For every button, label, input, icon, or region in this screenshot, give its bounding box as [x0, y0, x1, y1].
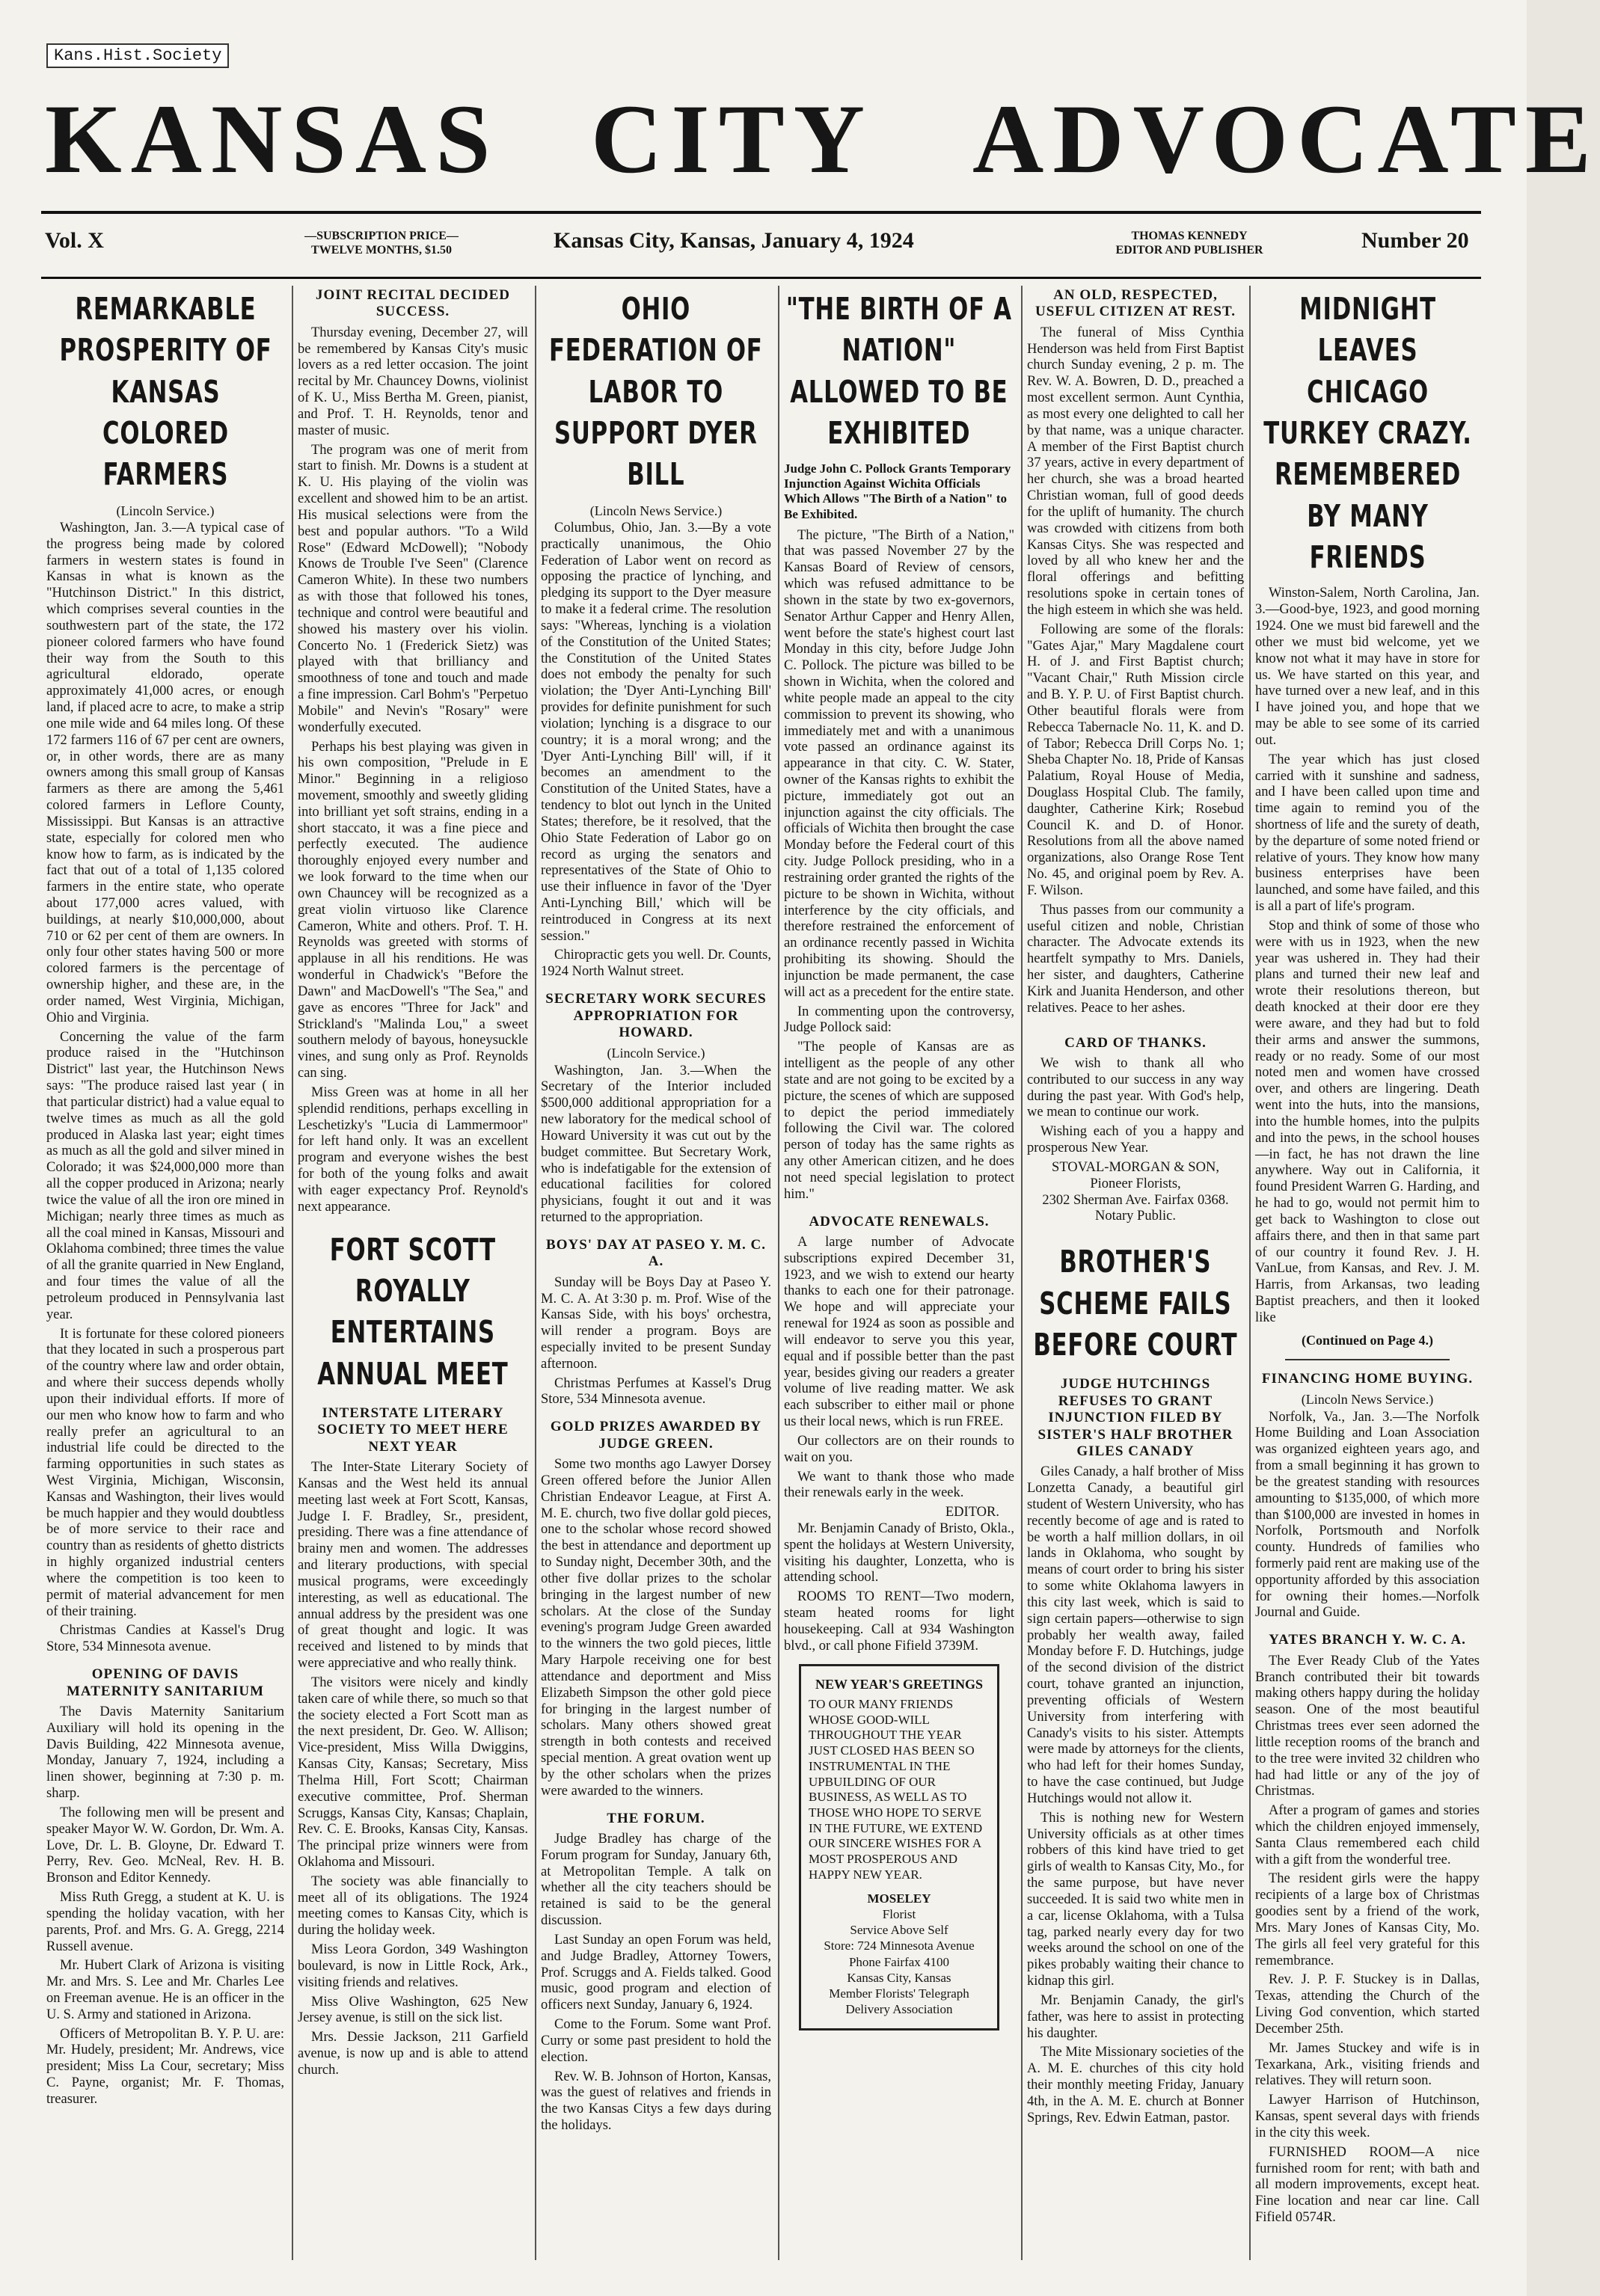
ad-line: Kansas City, Kansas: [847, 1970, 951, 1985]
title-word-city: CITY: [591, 84, 874, 194]
column-rule: [535, 286, 536, 2260]
editor-name: THOMAS KENNEDY: [1131, 230, 1248, 242]
article-paragraph: The funeral of Miss Cynthia Henderson was held from First Baptist church Sunday evening, 2 p. m. The Rev. W. A. Bowren, D. D., preached a most excellent sermon. Aunt Cynthia, as most every one delighted to call her by that name, was a unique character. A member of the First Baptist church 37 years, active in every department of her church, she was a broad hearted Christian woman, full of good deeds for the uplift of humanity. The church was crowded with citizens from both Kansas Citys. She was respected and loved by all who knew her and the floral offerings and befitting resolutions spoke in certain tones of the high esteem in which she was held.: [1027, 325, 1244, 618]
article-paragraph: Columbus, Ohio, Jan. 3.—By a vote practically unanimous, the Ohio Federation of Labor went on record as opposing the practice of lynching, and pledging its support to the Dyer measure to make it a federal crime. The resolution says: "Whereas, lynching is a violation of the Constitution of the United States; the Constitution of the United States does not embody the penalty for such violation; the 'Dyer Anti-Lynching Bill' provides for definite punishment for such violation; lynching is a disgrace to our country; it is a moral wrong; and the 'Dyer Anti-Lynching Bill' will, if it becomes an amendment to the Constitution of the United States, have a tendency to blot out lynch in the United States; therefore, be it resolved, that the Ohio State Federation of Labor go on record as urging the senators and representatives of the State of Ohio to use their influence in favor of the 'Dyer Anti-Lynching Bill,' which will be reintroduced in Congress at its next session.": [541, 520, 771, 944]
article-paragraph: Following are some of the florals: "Gates Ajar," Mary Magdalene court H. of J. and First Baptist church; "Vacant Chair," Ruth Mission circle and B. Y. P. U. of First Baptist church. Other beautiful florals were from Rebecca Tabernacle No. 11, K. and D. of Tabor; Rebecca Drill Corps No. 1; Sheba Chapter No. 18, Pride of Kansas Palatium, Royal House of Media, Douglass Hospital Club. The family, daughter, Catherine Kirk; Rosebud Council K. and D. of Honor. Resolutions from all the above named organizations, also Orange Rose Tent No. 45, and original poem by Rev. A. F. Wilson.: [1027, 621, 1244, 898]
headline-colored-farmers: REMARKABLE PROSPERITY OF KANSAS COLORED FARMERS: [58, 291, 272, 493]
editor-info: [1077, 229, 1302, 257]
personal-item: Lawyer Harrison of Hutchinson, Kansas, spent several days with friends in the city this week.: [1255, 2093, 1480, 2140]
ad-message: TO OUR MANY FRIENDS WHOSE GOOD-WILL THROUGHOUT THE YEAR JUST CLOSED HAS BEEN SO INSTRUMENTAL IN THE UPBUILDING OF OUR BUSINESS, AS WELL AS TO THOSE WHO HOPE TO SERVE IN THE FUTURE, WE EXTEND OUR SINCERE WISHES FOR A MOST PROSPEROUS AND HAPPY NEW YEAR.: [809, 1696, 983, 1882]
headline-fort-scott: FORT SCOTT ROYALLY ENTERTAINS ANNUAL MEET: [317, 1231, 509, 1392]
article-paragraph: Last Sunday an open Forum was held, and Judge Bradley, Attorney Towers, Prof. Scruggs and A. Fields talked. Good music, good program and election of officers next Sunday, January 6, 1924.: [541, 1932, 771, 2013]
article-paragraph: In commenting upon the controversy, Judge Pollock said:: [784, 1004, 1014, 1036]
masthead-rule-top: [41, 211, 1481, 214]
continued-notice: (Continued on Page 4.): [1301, 1332, 1433, 1348]
personal-item: Miss Olive Washington, 625 New Jersey avenue, is still on the sick list.: [298, 1994, 528, 2026]
article-paragraph: The year which has just closed carried with it sunshine and sadness, and I have been called upon time and time again to remind you of the shortness of life and the surety of death, by the departure of some noted friend or relative of yours. They know how many business enterprises have been launched, and some have failed, and this is all a part of life's program.: [1255, 752, 1480, 915]
headline-card-of-thanks: CARD OF THANKS.: [1064, 1034, 1207, 1051]
issue-number: Number 20: [1361, 228, 1469, 253]
ad-signature: [809, 1891, 990, 2018]
article-paragraph: Wishing each of you a happy and prosperous New Year.: [1027, 1124, 1244, 1156]
article-paragraph: Perhaps his best playing was given in his own composition, "Prelude in E Minor." Beginning in a religioso movement, smoothly and sweetly gliding into brilliant yet soft strains, ending in a short staccato, it was a fine piece and perfectly executed. The audience thoroughly enjoyed every number and we look forward to the time when our own Chauncey will be recognized as a great violin virtuoso like Clarence Cameron, White and others. Prof. T. H. Reynolds was greeted with storms of applause in all his renditions. He was wonderful in Chadwick's "Before the Dawn" and MacDowell's "The Sea," and gave as encores "Three for Jack" and Strickland's "Malinda Lou," a sweet southern melody of bayous, honeysuckle vines, and sung only as Prof. Reynolds can sing.: [298, 739, 528, 1081]
byline: (Lincoln Service.): [116, 503, 215, 518]
article-paragraph: We want to thank those who made their renewals early in the week.: [784, 1469, 1014, 1501]
headline-davis-sanitarium: OPENING OF DAVIS MATERNITY SANITARIUM: [66, 1666, 265, 1699]
masthead: [0, 0, 1600, 292]
article-paragraph: Our collectors are on their rounds to wait on you.: [784, 1433, 1014, 1465]
column-6: [1255, 286, 1480, 2275]
ad-line: Florist: [882, 1906, 916, 1921]
article-paragraph: Miss Green was at home in all her splendid renditions, perhaps excelling in Leschetizky's "Lucia di Lammermoor" for left hand only. It was an excellent program and everyone wishes the best for both of the young folks and await with eager expectancy Prof. Reynold's next appearance.: [298, 1084, 528, 1215]
article-paragraph: Washington, Jan. 3.—When the Secretary of the Interior included $500,000 additional appropriation for a new laboratory for the medical school of Howard University it was cut out by the budget committee. But Secretary Work, who is indefatigable for the extension of educational facilities for colored physicians, fought it out and it was returned to the appropriation.: [541, 1063, 771, 1226]
headline-the-forum: THE FORUM.: [607, 1810, 705, 1826]
article-paragraph: Stop and think of some of those who were with us in 1923, when the new year was ushered in. They had their plans and turned their new leaf and wrote their resolutions thereon, but death knocked at their door ere they were aware, and they had but to fold their arms and answer the summons, ready or no ready. Some of our most noted men and women have crossed over, and others are lingering. Death went into the huts, into the mansions, into the humble homes, into the pulpits and into the pews, in the school houses—in fact, he has not drawn the line anywhere. Way out in California, it found President Warren G. Harding, and he had to go, would not permit him to get back to Washington to close out affairs there, and then in that same part of our country it found Rev. J. H. VanLue, from Kansas, and Rev. J. M. Harris, from Arkansas, two leading Baptist preachers, and then it looked like: [1255, 918, 1480, 1325]
article-paragraph: We wish to thank all who contributed to our success in any way during the past year. With God's help, we mean to continue our work.: [1027, 1056, 1244, 1120]
article-paragraph: "The people of Kansas are as intelligent as the people of any other state and are not going to be excited by a picture, the scenes of which are supposed to depict the period immediately following the Civil war. The colored person of today has the same rights as any other American citizen, and he does not need special legislation to protect him.": [784, 1040, 1014, 1202]
masthead-rule-bottom: [41, 277, 1481, 279]
article-paragraph: The visitors were nicely and kindly taken care of while there, so much so that the society elected a Fort Scott man as the next president, Dr. Geo. W. Allison; Vice-president, Miss Willa Dwiggins, Kansas City, Kansas; Secretary, Miss Thelma Hill, Fort Scott; Chairman executive committee, Prof. Sherman Scruggs, Kansas City, Kansas; Chaplain, Rev. C. E. Brooks, Kansas City, Kansas. The principal prize winners were from Oklahoma and Missouri.: [298, 1675, 528, 1870]
headline-citizen-at-rest: AN OLD, RESPECTED, USEFUL CITIZEN AT REST.: [1035, 287, 1236, 320]
headline-financing-home: FINANCING HOME BUYING.: [1261, 1370, 1474, 1387]
column-5: [1027, 286, 1244, 2275]
article-paragraph: It is fortunate for these colored pioneers that they located in such a prosperous part of the country where law and order obtain, and where their success depends wholly upon their individual efforts. If more of our men who know how to farm and who really prefer an agricultural to an industrial life could be directed to the farming opportunities in such states as West Virginia, Michigan, Wisconsin, Kansas and Washington, their lives would be much happier and they would doubtless be of more service to their race and country than as residents of ghetto districts in highly organized industrial centers where the competition is too keen to permit of material advancement for men of their training.: [46, 1326, 284, 1619]
column-3: [541, 286, 771, 2275]
article-paragraph: The program was one of merit from start to finish. Mr. Downs is a student at K. U. His playing of the violin was excellent and showed him to be an artist. His musical selections were from the best and popular authors. "To a Wild Rose" (Edward McDowell); "Nobody Knows de Trouble I've Seen" (Clarence Cameron White). In these two numbers as with those that followed his tones, technique and control were beautiful and showed his mastery over his violin. Concerto No. 1 (Frederick Sietz) was played with that brilliancy and smoothness of tone and touch and made a fine impression. Carl Bohm's "Perpetuo Mobile" and Nevin's "Rosary" were wonderfully executed.: [298, 442, 528, 735]
article-paragraph: This is nothing new for Western University officials as at other times robbers of this kind have tried to get girls of wealth to Kansas City, Mo., for the same purpose, but have never succeeded. It is said two white men in a car, license Oklahoma, with a Tulsa tag, parked nearly every day for two weeks around the school on one of the pikes probably waiting their chance to kidnap this girl.: [1027, 1810, 1244, 1989]
subscription-price: TWELVE MONTHS, $1.50: [311, 244, 452, 257]
signature-line: Pioneer Florists,: [1090, 1176, 1181, 1191]
column-rule: [1021, 286, 1023, 2260]
subscription-info: [299, 229, 464, 257]
notice: Chiropractic gets you well. Dr. Counts, 1924 North Walnut street.: [541, 948, 771, 980]
headline-birth-of-a-nation: "THE BIRTH OF A NATION" ALLOWED TO BE EXHIBITED: [786, 291, 1012, 452]
ad-greeting: NEW YEAR'S GREETINGS: [815, 1676, 984, 1692]
signature-line: STOVAL-MORGAN & SON,: [1052, 1159, 1219, 1175]
personal-item: Miss Ruth Gregg, a student at K. U. is spending the holiday vacation, with her parents, Prof. and Mrs. G. A. Gregg, 2214 Russell avenue.: [46, 1890, 284, 1954]
personal-item: Officers of Metropolitan B. Y. P. U. are: Mr. Hudely, president; Mr. Andrews, vice president; Miss La Cour, secretary; Miss C. Payne, organist; Mr. F. Thomas, treasurer.: [46, 2026, 284, 2107]
column-4: [784, 286, 1014, 2275]
article-paragraph: The picture, "The Birth of a Nation," that was passed November 27 by the Kansas Board of Review of censors, which was refused admittance to be shown in the state by two ex-governors, Senator Arthur Capper and Henry Allen, went before the state's highest court last Monday in this city, before Judge John C. Pollock. The picture was billed to be shown in Wichita, when the colored and white people made an appeal to the city commission to prevent its showing, who immediately met and with a unanimous vote passed an ordinance against its appearance in that city. C. W. Stater, owner of the Kansas rights to exhibit the picture, immediately got out an injunction against the city officials. The officials of Wichita then brought the case Monday before the Federal court of this city. Judge Pollock presiding, who in a restraining order granted the rights of the picture to be shown in Wichita, without interference by the city officials, and therefore restrained the enforcement of an ordinance recently passed in Wichita prohibiting its showing. Should the injunction be made permanent, the case will act as a precedent for the entire state.: [784, 527, 1014, 1000]
deck-judge-hutchings: JUDGE HUTCHINGS REFUSES TO GRANT INJUNCTION FILED BY SISTER'S HALF BROTHER GILES CANADY: [1037, 1376, 1233, 1459]
article-paragraph: The society was able financially to meet all of its obligations. The 1924 meeting comes to Kansas City, which is during the holiday week.: [298, 1873, 528, 1939]
ad-line: Member Florists' Telegraph: [829, 1986, 969, 2001]
column-rule: [1249, 286, 1251, 2260]
headline-advocate-renewals: ADVOCATE RENEWALS.: [809, 1213, 990, 1230]
article-paragraph: Norfolk, Va., Jan. 3.—The Norfolk Home Building and Loan Association was organized eighteen years ago, and from a small beginning it has grown to be the greatest standing with resources amounting to $135,000, of which more than $100,000 are invested in homes in Norfolk, Portsmouth and Norfolk county. Hundreds of families who formerly paid rent are making use of the opportunity afforded by this association for owning their homes.—Norfolk Journal and Guide.: [1255, 1409, 1480, 1621]
article-paragraph: The following men will be present and speaker Mayor W. W. Gordon, Dr. Wm. A. Love, Dr. L. B. Gloyne, Dr. Edward T. Perry, Rev. Geo. McNeal, Rev. H. B. Bronson and Editor Kennedy.: [46, 1805, 284, 1886]
headline-gold-prizes: GOLD PRIZES AWARDED BY JUDGE GREEN.: [550, 1419, 762, 1452]
article-paragraph: Judge Bradley has charge of the Forum program for Sunday, January 6th, at Metropolitan Temple. A talk on whether all the city teachers should be retained is said to be the general discussion.: [541, 1831, 771, 1929]
article-paragraph: Sunday will be Boys Day at Paseo Y. M. C. A. At 3:30 p. m. Prof. Wise of the Kansas Side, with his boys' orchestra, will render a program. Boys are especially invited to be present Sunday afternoon.: [541, 1274, 771, 1372]
article-paragraph: Some two months ago Lawyer Dorsey Green offered before the Junior Allen Christian Endeavor League, at First A. M. E. church, two five dollar gold pieces, one to the scholar whose record showed the best in attendance and deportment up to Sunday night, December 30th, and the other five dollar prizes to the scholar bringing in the largest number of new scholars. At the close of the Sunday evening's program Judge Green awarded to the winners the two gold pieces, little Mary Harpole receiving one for best attendance and deportment and Miss Elizabeth Simpson the other gold piece for bringing in the largest number of scholars. Many others showed great strength in both contests and received special mention. A great ovation went up by the other scholars when the prizes were awarded to the winners.: [541, 1457, 771, 1799]
personal-item: Mr. Hubert Clark of Arizona is visiting Mr. and Mrs. S. Lee and Mr. Charles Lee on Freeman avenue. He is an officer in the U. S. Army and stationed in Arizona.: [46, 1958, 284, 2022]
article-paragraph: Come to the Forum. Some want Prof. Curry or some past president to hold the election.: [541, 2017, 771, 2065]
article-paragraph: Thursday evening, December 27, will be remembered by Kansas City's music lovers as a red letter occasion. The joint recital by Mr. Chauncey Downs, violinist of K. U., Miss Bertha M. Green, pianist, and Prof. T. H. Reynolds, tenor and master of music.: [298, 325, 528, 438]
article-paragraph: The Davis Maternity Sanitarium Auxiliary will hold its opening in the Davis Building, 422 Minnesota avenue, Monday, January 7, 1924, including a linen shower, beginning at 7:30 p. m. sharp.: [46, 1704, 284, 1802]
byline: (Lincoln Service.): [607, 1046, 705, 1061]
dateline: Kansas City, Kansas, January 4, 1924: [554, 228, 914, 253]
ad-firm-name: MOSELEY: [867, 1891, 931, 1906]
title-word-advocate: ADVOCATE: [972, 84, 1600, 194]
personal-item: Rev. J. P. F. Stuckey is in Dallas, Texas, attending the Church of the Living God convention, which started December 25th.: [1255, 1972, 1480, 2036]
personal-item: Miss Leora Gordon, 349 Washington boulevard, is now in Little Rock, Ark., visiting friends and relatives.: [298, 1942, 528, 1990]
article-paragraph: Mr. Benjamin Canady, the girl's father, was here to assist in protecting his daughter.: [1027, 1992, 1244, 2041]
article-paragraph: After a program of games and stories which the children enjoyed immensely, Santa Claus remembered each child with a gift from the wonderful tree.: [1255, 1803, 1480, 1867]
column-2: [298, 286, 528, 2275]
deck-injunction: Judge John C. Pollock Grants Temporary Injunction Against Wichita Officials Which Allows "The Birth of a Nation" to Be Exhibited.: [784, 461, 1011, 521]
headline-brothers-scheme: BROTHER'S SCHEME FAILS BEFORE COURT: [1033, 1244, 1238, 1363]
notice: Christmas Candies at Kassel's Drug Store, 534 Minnesota avenue.: [46, 1623, 284, 1655]
signature-line: Notary Public.: [1095, 1209, 1176, 1224]
article-paragraph: The Ever Ready Club of the Yates Branch contributed their bit towards making others happy during the holiday season. One of the most beautiful Christmas trees ever seen adorned the little reception rooms of the branch and to the tree were invited 32 children who had had little or any of the joy of Christmas.: [1255, 1653, 1480, 1799]
signature: EDITOR.: [945, 1505, 999, 1520]
article-paragraph: Thus passes from our community a useful citizen and noble, Christian character. The Advocate extends its heartfelt sympathy to Mrs. Daniels, her sister, and daughters, Catherine Kirk and Juanita Henderson, and other relatives. Peace to her ashes.: [1027, 902, 1244, 1016]
article-paragraph: The resident girls were the happy recipients of a large box of Christmas goodies sent by a friend of the work, Mrs. Mary Jones of Kansas City, Mo. The girls all feel very grateful for this remembrance.: [1255, 1871, 1480, 1968]
library-stamp: Kans.Hist.Society: [46, 43, 229, 68]
article-paragraph: Washington, Jan. 3.—A typical case of the progress being made by colored farmers in western states is found in Kansas in what is known as the "Hutchinson District." In this district, which comprises several counties in the southwestern part of the state, the 172 pioneer colored farmers who have found their way from the South to this agricultural eldorado, operate approximately 41,000 acres, or enough land, if placed acre to acre, to make a strip one mile wide and 64 miles long. Of these 172 farmers 116 of 67 per cent are owners, or, in other words, there are as many owners among this small group of Kansas farmers as there are among the 5,461 colored farmers in Leflore County, Mississippi. But Kansas is an attractive state, especially for colored men who know how to farm, as is indicated by the fact that out of a total of 1,135 colored farmers in the entire state, who operate about 177,000 acres valued, with buildings, at nearly $10,000,000, about 710 or 62 per cent of them are owners. In only four other states having 500 or more colored farmers is the percentage of ownership higher, and these are, in the order named, West Virginia, Michigan, Ohio and Virginia.: [46, 520, 284, 1025]
article-paragraph: The Mite Missionary societies of the A. M. E. churches of this city hold their monthly meeting Friday, January 4th, in the A. M. E. church at Bonner Springs, Rev. Edwin Eatman, pastor.: [1027, 2045, 1244, 2125]
new-years-greetings-ad: [799, 1664, 999, 2031]
byline: (Lincoln News Service.): [589, 503, 723, 518]
ad-line: Delivery Association: [845, 2002, 953, 2017]
personal-item: Rev. W. B. Johnson of Horton, Kansas, was the guest of relatives and friends in the two Kansas Citys a few days during the holidays.: [541, 2069, 771, 2133]
headline-ohio-federation: OHIO FEDERATION OF LABOR TO SUPPORT DYER BILL: [549, 291, 763, 493]
headline-joint-recital: JOINT RECITAL DECIDED SUCCESS.: [316, 287, 510, 320]
personal-item: Mrs. Dessie Jackson, 211 Garfield avenue, is now up and is able to attend church.: [298, 2030, 528, 2078]
editor-title: EDITOR AND PUBLISHER: [1115, 244, 1263, 257]
ad-line: Phone Fairfax 4100: [848, 1954, 950, 1969]
byline: (Lincoln News Service.): [1301, 1392, 1434, 1408]
volume-number: Vol. X: [45, 228, 104, 253]
classified-ad: ROOMS TO RENT—Two modern, steam heated rooms for light housekeeping. Call at 934 Washington blvd., or call phone Fifield 3739M.: [784, 1589, 1014, 1654]
column-1: [46, 286, 284, 2275]
article-paragraph: A large number of Advocate subscriptions expired December 31, 1923, and we wish to extend our hearty thanks to each one for their patronage. We hope and will appreciate your renewal for 1924 as soon as possible and will endeavor to serve you this year, equal and if possible better than the past year, besides giving our readers a greater volume of live reading matter. We ask each subscriber to either mail or phone us their local news, which is run FREE.: [784, 1234, 1014, 1430]
classified-ad: FURNISHED ROOM—A nice furnished room for rent; with bath and all modern improvements, except heat. Fine location and near car line. Call Fifield 0574R.: [1255, 2144, 1480, 2226]
notice: Christmas Perfumes at Kassel's Drug Store, 534 Minnesota avenue.: [541, 1375, 771, 1408]
personal-item: Mr. Benjamin Canady of Bristo, Okla., spent the holidays at Western University, visiting his daughter, Lonzetta, who is attending school.: [784, 1521, 1014, 1586]
headline-howard-appropriation: SECRETARY WORK SECURES APPROPRIATION FOR HOWARD.: [545, 991, 767, 1040]
column-rule: [292, 286, 293, 2260]
signature-line: 2302 Sherman Ave. Fairfax 0368.: [1042, 1192, 1229, 1208]
subscription-label: —SUBSCRIPTION PRICE—: [304, 230, 459, 242]
personal-item: Mr. James Stuckey and wife is in Texarkana, Ark., visiting friends and relatives. They will return soon.: [1255, 2040, 1480, 2089]
article-paragraph: Concerning the value of the farm produce raised in the "Hutchinson District" last year, the Hutchinson News says: "The produce raised last year ( in that particular district) had a value equal to twelve times as much as all the gold produced in Alaska last year; eight times as much as all the gold and silver mined in Colorado; it was $24,000,000 more than all the copper produced in Arizona; nearly twice the value of all the iron ore mined in Michigan; nearly three times as much as all the coal mined in Kansas, Missouri and Oklahoma combined; three times the value of all the granite quarried in New England, and four times the value of all the petroleum produced in Pennsylvania last year.: [46, 1029, 284, 1322]
headline-boys-day: BOYS' DAY AT PASEO Y. M. C. A.: [546, 1236, 766, 1270]
article-paragraph: Giles Canady, a half brother of Miss Lonzetta Canady, a beautiful girl student of Western University, who has recently become of age and is rated to be worth a half million dollars, in oil lands in Oklahoma, who sought by means of court order to bring his sister to some white Oklahoma lawyers in this city last week, which is said to sign certain papers—otherwise to sign probably her wealth away, failed Monday before F. D. Hutchings, judge of the second division of the district court, tohave granted an injunction, preventing officials of Western University from interfering with Canady's visits to his sister. Attempts were made by attorneys for the clients, who had left for their homes Sunday, to have the case continued, but Judge Hutchings would not allow it.: [1027, 1464, 1244, 1806]
divider: [1285, 1359, 1450, 1360]
article-paragraph: Winston-Salem, North Carolina, Jan. 3.—Good-bye, 1923, and good morning 1924. One we must bid farewell and the other we must bid welcome, yet we know not what it may have in store for us. We have started on this year, and have turned over a new leaf, and in this I have joined you, and hope that we may be able to see some of its carried out.: [1255, 586, 1480, 748]
column-rule: [778, 286, 779, 2260]
ad-line: Store: 724 Minnesota Avenue: [824, 1939, 975, 1953]
title-word-kansas: KANSAS: [45, 84, 500, 194]
headline-midnight-leaves: MIDNIGHT LEAVES CHICAGO TURKEY CRAZY. REMEMBERED BY MANY FRIENDS: [1263, 291, 1472, 576]
ad-line: Service Above Self: [850, 1923, 948, 1938]
article-paragraph: The Inter-State Literary Society of Kansas and the West held its annual meeting last week at Fort Scott, Kansas, Judge I. F. Bradley, Sr., president, presiding. There was a fine attendance of brainy men and women. The addresses and literary productions, with special musical programs, were exceedingly interesting, as well as educational. The annual address by the president was one of great thought and logic. It was received and listened to by minds that were appreciative and who really think.: [298, 1460, 528, 1672]
headline-yates-branch: YATES BRANCH Y. W. C. A.: [1269, 1632, 1466, 1648]
deck-literary-society: INTERSTATE LITERARY SOCIETY TO MEET HERE NEXT YEAR: [317, 1405, 509, 1455]
